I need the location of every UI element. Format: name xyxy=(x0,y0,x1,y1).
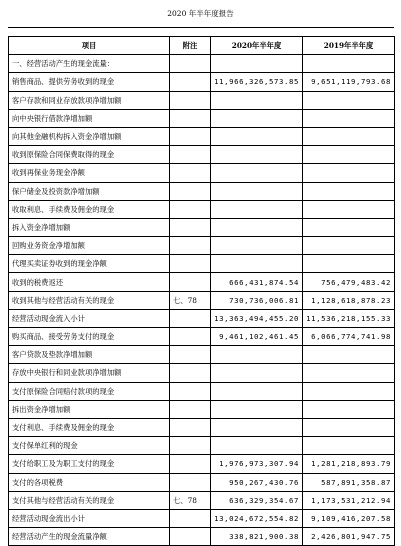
row-note xyxy=(170,73,211,91)
table-row xyxy=(9,73,395,91)
row-value-2019 xyxy=(303,418,395,436)
row-value-2019 xyxy=(303,91,395,109)
row-item-label: 拆出资金净增加额 xyxy=(9,400,170,418)
table-row xyxy=(9,364,395,382)
row-item-label: 经营活动现金流出小计 xyxy=(9,509,170,527)
row-value-2020: 9,461,102,461.45 xyxy=(211,328,303,346)
table-row xyxy=(9,237,395,255)
row-item-label: 经营活动产生的现金流量净额 xyxy=(9,528,170,546)
row-item-label: 经营活动现金流入小计 xyxy=(9,309,170,327)
row-note xyxy=(170,255,211,273)
row-item-label: 拆入资金净增加额 xyxy=(9,218,170,236)
row-value-2019: 756,479,483.42 xyxy=(303,273,395,291)
row-value-2019 xyxy=(303,200,395,218)
table-row xyxy=(9,164,395,182)
row-value-2020 xyxy=(211,182,303,200)
row-note xyxy=(170,509,211,527)
table-row xyxy=(9,418,395,436)
row-note xyxy=(170,164,211,182)
row-note xyxy=(170,328,211,346)
row-item-label: 销售商品、提供劳务收到的现金 xyxy=(9,73,170,91)
row-value-2019 xyxy=(303,400,395,418)
row-note xyxy=(170,346,211,364)
table-row xyxy=(9,473,395,491)
row-item-label: 收取利息、手续费及佣金的现金 xyxy=(9,200,170,218)
table-row xyxy=(9,291,395,309)
row-value-2020: 13,024,672,554.82 xyxy=(211,509,303,527)
row-item-label: 向中央银行借款净增加额 xyxy=(9,109,170,127)
row-value-2020 xyxy=(211,400,303,418)
table-row xyxy=(9,146,395,164)
row-value-2019: 1,173,531,212.94 xyxy=(303,491,395,509)
row-item-label: 代理买卖证券收到的现金净额 xyxy=(9,255,170,273)
row-value-2020: 636,329,354.67 xyxy=(211,491,303,509)
column-header-item: 项目 xyxy=(9,37,170,55)
column-header-note: 附注 xyxy=(170,37,211,55)
row-item-label: 向其他金融机构拆入资金净增加额 xyxy=(9,127,170,145)
row-note xyxy=(170,146,211,164)
row-value-2019: 2,426,801,947.75 xyxy=(303,528,395,546)
row-value-2020: 11,966,326,573.85 xyxy=(211,73,303,91)
row-note xyxy=(170,182,211,200)
row-item-label: 支付给职工及为职工支付的现金 xyxy=(9,455,170,473)
row-value-2019 xyxy=(303,127,395,145)
row-item-label: 购买商品、接受劳务支付的现金 xyxy=(9,328,170,346)
row-value-2020 xyxy=(211,109,303,127)
row-value-2019 xyxy=(303,109,395,127)
row-value-2019: 6,066,774,741.98 xyxy=(303,328,395,346)
table-row xyxy=(9,55,395,73)
row-item-label: 保户储金及投资款净增加额 xyxy=(9,182,170,200)
table-row xyxy=(9,91,395,109)
table-row xyxy=(9,509,395,527)
table-row xyxy=(9,328,395,346)
row-item-label: 收到原保险合同保费取得的现金 xyxy=(9,146,170,164)
table-row xyxy=(9,382,395,400)
row-note xyxy=(170,418,211,436)
row-value-2020 xyxy=(211,55,303,73)
table-row xyxy=(9,346,395,364)
table-row xyxy=(9,255,395,273)
table-row xyxy=(9,437,395,455)
row-value-2019 xyxy=(303,218,395,236)
row-value-2019 xyxy=(303,182,395,200)
row-note xyxy=(170,309,211,327)
column-header-2019-half-year: 2019年半年度 xyxy=(303,37,395,55)
row-item-label: 支付原保险合同赔付款项的现金 xyxy=(9,382,170,400)
row-value-2020 xyxy=(211,200,303,218)
row-value-2019: 587,891,358.87 xyxy=(303,473,395,491)
row-value-2020 xyxy=(211,237,303,255)
row-value-2019 xyxy=(303,364,395,382)
row-item-label: 回购业务资金净增加额 xyxy=(9,237,170,255)
row-value-2019 xyxy=(303,346,395,364)
table-row xyxy=(9,491,395,509)
row-value-2020 xyxy=(211,437,303,455)
row-item-label: 支付保单红利的现金 xyxy=(9,437,170,455)
row-value-2019 xyxy=(303,437,395,455)
row-value-2020: 666,431,874.54 xyxy=(211,273,303,291)
row-note xyxy=(170,437,211,455)
table-row xyxy=(9,455,395,473)
row-item-label: 支付其他与经营活动有关的现金 xyxy=(9,491,170,509)
table-row xyxy=(9,200,395,218)
report-header: 2020 年半年度报告 xyxy=(167,9,234,18)
column-header-2020-half-year: 2020年半年度 xyxy=(211,37,303,55)
row-value-2020 xyxy=(211,146,303,164)
row-item-label: 支付的各项税费 xyxy=(9,473,170,491)
row-value-2020 xyxy=(211,418,303,436)
row-note: 七、78 xyxy=(170,491,211,509)
row-value-2020 xyxy=(211,164,303,182)
row-value-2020 xyxy=(211,255,303,273)
row-value-2020 xyxy=(211,364,303,382)
row-note xyxy=(170,528,211,546)
cash-flow-table xyxy=(8,36,395,546)
row-note xyxy=(170,109,211,127)
row-value-2020 xyxy=(211,127,303,145)
row-value-2020 xyxy=(211,218,303,236)
row-note xyxy=(170,273,211,291)
row-item-label: 客户贷款及垫款净增加额 xyxy=(9,346,170,364)
row-note xyxy=(170,237,211,255)
row-note: 七、78 xyxy=(170,291,211,309)
row-note xyxy=(170,55,211,73)
header-divider xyxy=(8,27,394,28)
table-row xyxy=(9,400,395,418)
table-row xyxy=(9,218,395,236)
table-row xyxy=(9,182,395,200)
row-note xyxy=(170,455,211,473)
table-body xyxy=(9,55,395,546)
row-item-label: 收到其他与经营活动有关的现金 xyxy=(9,291,170,309)
row-note xyxy=(170,382,211,400)
row-item-label: 存放中央银行和同业款项净增加额 xyxy=(9,364,170,382)
row-note xyxy=(170,91,211,109)
row-item-label: 收到的税费返还 xyxy=(9,273,170,291)
row-note xyxy=(170,364,211,382)
row-item-label: 收到再保业务现金净额 xyxy=(9,164,170,182)
row-item-label: 客户存款和同业存放款项净增加额 xyxy=(9,91,170,109)
row-value-2020: 338,821,900.38 xyxy=(211,528,303,546)
row-value-2020 xyxy=(211,346,303,364)
row-value-2020: 730,736,006.81 xyxy=(211,291,303,309)
table-row xyxy=(9,273,395,291)
table-row xyxy=(9,109,395,127)
row-value-2020: 13,363,494,455.20 xyxy=(211,309,303,327)
table-header-row xyxy=(9,37,395,55)
row-item-label: 支付利息、手续费及佣金的现金 xyxy=(9,418,170,436)
table-row xyxy=(9,528,395,546)
row-note xyxy=(170,200,211,218)
row-value-2019 xyxy=(303,237,395,255)
row-value-2020 xyxy=(211,382,303,400)
row-note xyxy=(170,473,211,491)
row-value-2020 xyxy=(211,91,303,109)
row-note xyxy=(170,400,211,418)
row-value-2019 xyxy=(303,146,395,164)
row-value-2019 xyxy=(303,164,395,182)
table-row xyxy=(9,309,395,327)
row-value-2020: 1,976,973,307.94 xyxy=(211,455,303,473)
row-value-2019 xyxy=(303,382,395,400)
row-item-label: 一、经营活动产生的现金流量： xyxy=(9,55,170,73)
table-row xyxy=(9,127,395,145)
row-value-2019 xyxy=(303,55,395,73)
row-note xyxy=(170,218,211,236)
row-value-2019: 11,536,218,155.33 xyxy=(303,309,395,327)
row-value-2020: 950,267,430.76 xyxy=(211,473,303,491)
row-value-2019: 1,128,618,878.23 xyxy=(303,291,395,309)
row-value-2019 xyxy=(303,255,395,273)
row-value-2019: 1,281,218,893.79 xyxy=(303,455,395,473)
row-value-2019: 9,109,416,207.58 xyxy=(303,509,395,527)
row-note xyxy=(170,127,211,145)
row-value-2019: 9,651,119,793.68 xyxy=(303,73,395,91)
